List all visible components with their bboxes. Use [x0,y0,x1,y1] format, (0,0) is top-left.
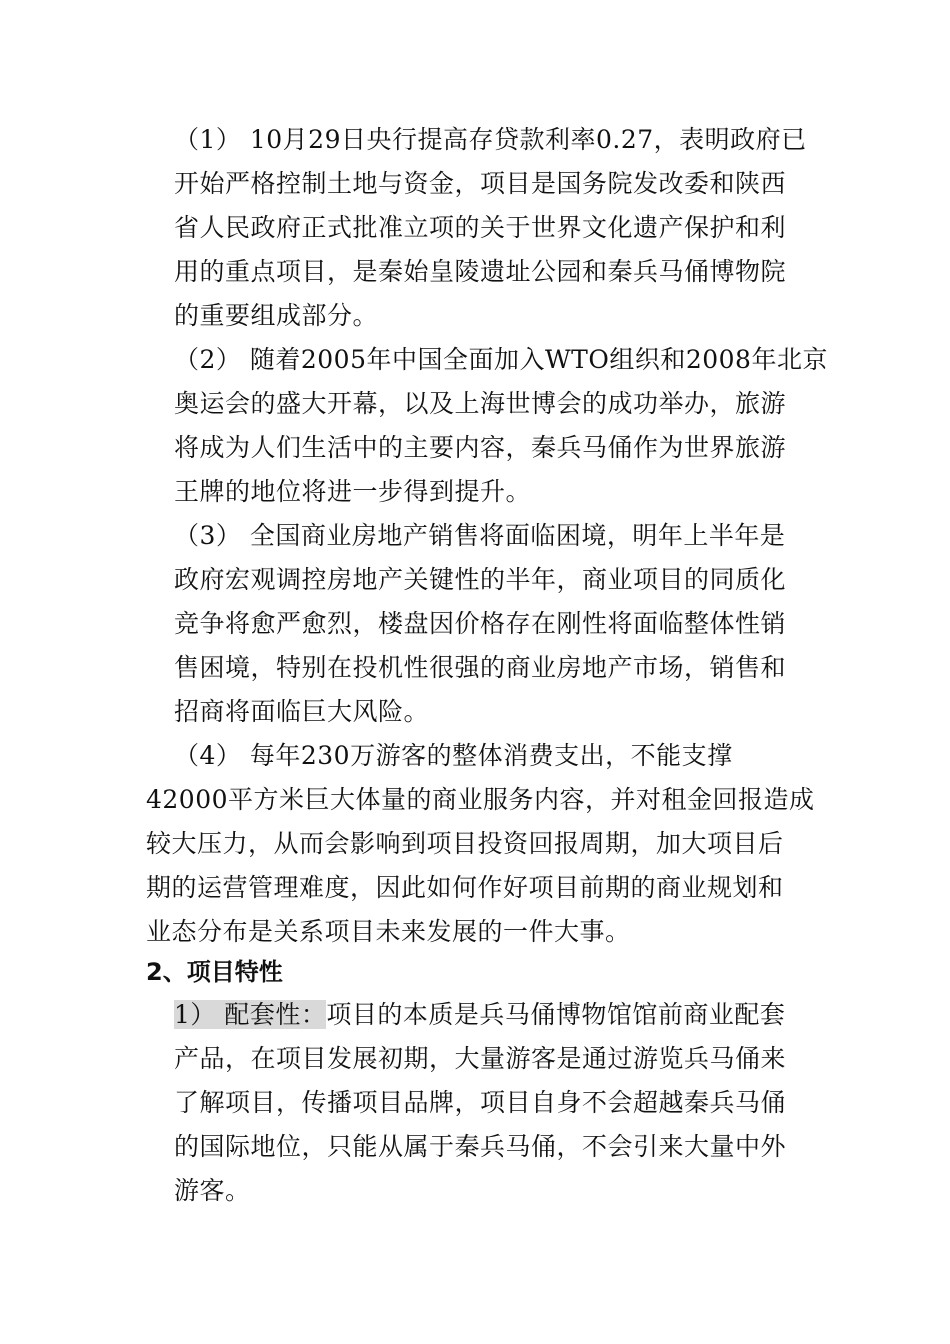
para3-line-3: 竞争将愈严愈烈，楼盘因价格存在刚性将面临整体性销 [174,609,787,638]
para1-line-1: （1） 10月29日央行提高存贷款利率0.27，表明政府已 [174,125,807,154]
para4-line-2: 42000平方米巨大体量的商业服务内容，并对租金回报造成 [146,785,815,814]
para3-line-4: 售困境，特别在投机性很强的商业房地产市场，销售和 [174,653,787,682]
para1-line-2: 开始严格控制土地与资金，项目是国务院发改委和陕西 [174,169,787,198]
para1-line-4: 用的重点项目，是秦始皇陵遗址公园和秦兵马俑博物院 [174,257,787,286]
para4-line-4: 期的运营管理难度，因此如何作好项目前期的商业规划和 [146,873,784,902]
para2-line-1: （2） 随着2005年中国全面加入WTO组织和2008年北京 [174,345,828,374]
para4-line-5: 业态分布是关系项目未来发展的一件大事。 [146,917,631,946]
para5-line-5: 游客。 [174,1176,251,1205]
para5-line-3: 了解项目，传播项目品牌，项目自身不会超越秦兵马俑 [174,1088,787,1117]
para2-line-3: 将成为人们生活中的主要内容，秦兵马俑作为世界旅游 [174,433,787,462]
para1-line-5: 的重要组成部分。 [174,301,379,330]
para2-line-2: 奥运会的盛大开幕，以及上海世博会的成功举办，旅游 [174,389,787,418]
section-heading: 2、项目特性 [146,958,283,986]
para4-line-3: 较大压力，从而会影响到项目投资回报周期，加大项目后 [146,829,784,858]
para5-highlight: 1） 配套性： [174,1000,327,1029]
para1-line-3: 省人民政府正式批准立项的关于世界文化遗产保护和利 [174,213,787,242]
para5-line-4: 的国际地位，只能从属于秦兵马俑，不会引来大量中外 [174,1132,787,1161]
para3-line-2: 政府宏观调控房地产关键性的半年，商业项目的同质化 [174,565,787,594]
para3-line-5: 招商将面临巨大风险。 [174,697,430,726]
para4-line-1: （4） 每年230万游客的整体消费支出，不能支撑 [174,741,733,770]
para3-line-1: （3） 全国商业房地产销售将面临困境，明年上半年是 [174,521,786,550]
para5-line-2: 产品，在项目发展初期，大量游客是通过游览兵马俑来 [174,1044,787,1073]
para2-line-4: 王牌的地位将进一步得到提升。 [174,477,532,506]
para5-first-rest: 项目的本质是兵马俑博物馆馆前商业配套 [326,1000,786,1029]
para5-line-1 [174,1000,785,1030]
